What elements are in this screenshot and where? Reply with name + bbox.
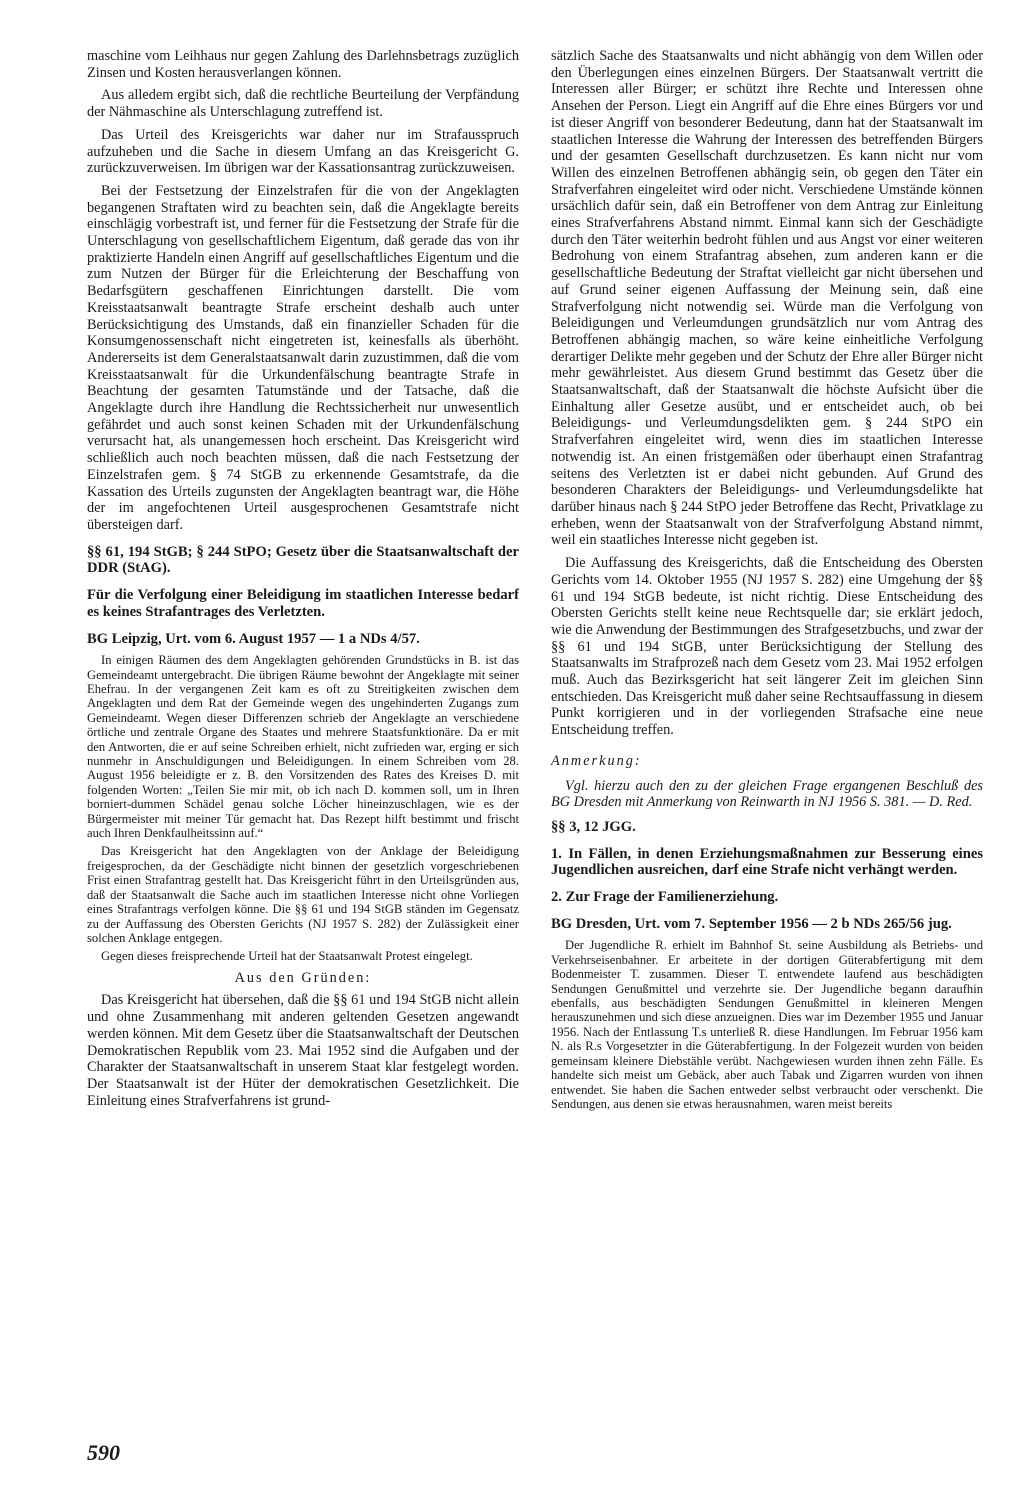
paragraph: maschine vom Leihhaus nur gegen Zahlung des Darlehnsbetrags zuzüglich Zinsen und Kosten herausverlangen können. <box>87 48 519 81</box>
case-heading-principle-2: 2. Zur Frage der Familienerziehung. <box>551 889 779 906</box>
case-heading-principle-1: 1. In Fällen, in denen Erziehungsmaßnahmen zur Besserung eines Jugendlichen ausreichen, darf eine Strafe nicht verhängt werden. <box>551 845 983 879</box>
facts-paragraph: Das Kreisgericht hat den Angeklagten von der Anklage der Beleidigung freigesprochen, da der Geschädigte nicht binnen der gesetzlich vorgeschriebenen Frist einen Strafantrag gestellt hat. Das Kreisgericht führt in den Urteilsgründen aus, daß der Staatsanwalt die Sache auch im staatlichen Interesse nicht ohne Vorliegen eines Strafantrags verfolgen könne. Die §§ 61 und 194 StGB ständen im Gegensatz zu der Auffassung des Obersten Gerichts (NJ 1957 S. 282) der Zulässigkeit einer solchen Anklage entgegen. <box>87 844 519 945</box>
case-heading-statutes: §§ 3, 12 JGG. <box>551 818 636 835</box>
section-title-gruende: Aus den Gründen: <box>234 969 372 986</box>
left-column <box>87 48 519 1115</box>
paragraph: sätzlich Sache des Staatsanwalts und nicht abhängig von dem Willen oder den Überlegungen eines einzelnen Bürgers. Der Staatsanwalt vertritt die Interessen aller Bürger; er schützt ihre Rechte und Interessen ohne Ansehen der Person. Liegt ein Angriff auf die Ehre eines Bürgers vor und ist dieser Angriff von besonderer Bedeutung, dann hat der Staatsanwalt im staatlichen Interesse die Wahrung der Interessen des betreffenden Bürgers und der gesamten Gesellschaft durchzusetzen. Es kann nicht nur vom Willen des einzelnen Betroffenen abhängig sein, ob gegen den Täter ein Strafverfahren eingeleitet wird oder nicht. Verschiedene Umstände können ursächlich dafür sein, daß ein Betroffener von dem Antrag zur Einleitung eines Strafverfahrens Abstand nimmt. Einmal kann sich der Geschädigte durch den Täter weiterhin bedroht fühlen und aus Angst vor einer weiteren Bedrohung von einem Strafantrag absehen, zum anderen kann er die gesellschaftliche Bedeutung der Straftat vielleicht gar nicht übersehen und auf Grund seiner eigenen Auffassung der Meinung sein, daß eine Strafverfolgung nicht notwendig sei. Würde man die Verfolgung von Beleidigungen und Verleumdungen grundsätzlich nur vom Antrag des Betroffenen abhängig machen, so wäre keine einheitliche Verfolgung derartiger Delikte mehr gegeben und der Schutz der Ehre aller Bürger nicht mehr gewährleistet. Aus diesem Grund bestimmt das Gesetz über die Staatsanwaltschaft, daß der Staatsanwalt die höchste Aufsicht über die Einhaltung aller Gesetze ausübt, und er entscheidet auch, ob bei Beleidigungs- und Verleumdungsdelikten gem. § 244 StPO ein Strafverfahren eingeleitet wird, wenn dies im staatlichen Interesse notwendig ist. An einen fristgemäßen oder überhaupt einen Strafantrag seitens des Verletzten ist er dabei nicht gebunden. Auf Grund des besonderen Charakters der Beleidigungs- und Verleumdungsdelikte hat darüber hinaus nach § 244 StPO jeder Betroffene das Recht, Privatklage zu erheben, wenn der Staatsanwalt von der Strafverfolgung Abstand nimmt, weil ein staatliches Interesse nicht gegeben ist. <box>551 48 983 549</box>
paragraph: Bei der Festsetzung der Einzelstrafen für die von der Angeklagten begangenen Straftaten wird zu beachten sein, daß die Angeklagte bereits einschlägig vorbestraft ist, und ferner für die Festsetzung der Strafe für die Unterschlagung von gesellschaftlichem Eigentum, daß gerade das von ihr praktizierte Handeln einen Angriff auf gesellschaftliches Eigentum und die zum Nutzen der Bürger für die Erleichterung der Beschaffung von Bedarfsgütern geschaffenen Einrichtungen darstellt. Die vom Kreisstaatsanwalt beantragte Strafe erscheint deshalb auch unter Berücksichtigung des Umstands, daß ein finanzieller Schaden für die Konsumgenossenschaft nicht eingetreten ist, keinesfalls als überhöht. Andererseits ist dem Generalstaatsanwalt darin zuzustimmen, daß die vom Kreisstaatsanwalt für die Urkundenfälschung beantragte Strafe in Beachtung der gesamten Tatumstände und der Tatsache, daß die Angeklagte durch ihre Handlung die Rechtssicherheit nur unwesentlich gefährdet und auch sonst keinen Schaden mit der Urkundenfälschung verursacht hat, als unangemessen hoch erscheint. Das Kreisgericht wird schließlich auch noch beachten müssen, daß die nach Festsetzung der Einzelstrafen gem. § 74 StGB zu erkennende Gesamtstrafe, da die Kassation des Urteils zugunsten der Angeklagten beantragt war, die Höhe der im angefochtenen Urteil ausgesprochenen Gesamtstrafe nicht übersteigen darf. <box>87 182 519 533</box>
facts-paragraph: Der Jugendliche R. erhielt im Bahnhof St. seine Ausbildung als Betriebs- und Verkehrseisenbahner. Er arbeitete in der dortigen Güterabfertigung mit dem Bodenmeister T. zusammen. Dieser T. entwendete laufend aus beschädigten Sendungen Genußmittel und verzehrte sie. Der Jugendliche begann daraufhin ebenfalls, aus beschädigten Sendungen Genußmittel in kleineren Mengen herauszunehmen und sich diese anzueignen. Dies war im Dezember 1955 und Januar 1956. Nach der Entlassung T.s unterließ R. diese Handlungen. Im Februar 1956 kam N. als R.s Vorgesetzter in die Güterabfertigung. In der Folgezeit wurden von beiden gemeinsam kleinere Diebstähle verübt. Nachgewiesen wurden ihnen zehn Fälle. Es handelte sich meist um Gebäck, aber auch Tabak und Zigarren wurden von ihnen entwendet. Sie haben die Sachen entweder selbst verbraucht oder verschenkt. Die Sendungen, aus denen sie etwas herausnahmen, waren meist bereits <box>551 938 983 1111</box>
case-heading-court: BG Leipzig, Urt. vom 6. August 1957 — 1 a NDs 4/57. <box>87 630 420 647</box>
annotation-text: Vgl. hierzu auch den zu der gleichen Frage ergangenen Beschluß des BG Dresden mit Anmerkung von Reinwarth in NJ 1956 S. 381. — D. Red. <box>551 777 983 811</box>
right-column <box>551 48 983 1115</box>
paragraph: Das Urteil des Kreisgerichts war daher nur im Strafausspruch aufzuheben und die Sache in diesem Umfang an das Kreisgericht G. zurückzuverweisen. Im übrigen war der Kassationsantrag zurückzuweisen. <box>87 126 519 177</box>
facts-paragraph: Gegen dieses freisprechende Urteil hat der Staatsanwalt Protest eingelegt. <box>101 949 473 964</box>
paragraph: Die Auffassung des Kreisgerichts, daß die Entscheidung des Obersten Gerichts vom 14. Oktober 1955 (NJ 1957 S. 282) eine Umgehung der §§ 61 und 194 StGB bedeute, ist nicht richtig. Diese Entscheidung des Obersten Gerichts stellt keine neue Rechtsquelle dar; sie erklärt jedoch, wie die Anwendung der Bestimmungen des Strafgesetzbuchs, und zwar der §§ 61 und 194 StGB, unter Berücksichtigung der Stellung des Staatsanwalts im Strafprozeß nach dem Gesetz vom 23. Mai 1952 erfolgen muß. Auch das Bezirksgericht hat seit längerer Zeit im gleichen Sinn entschieden. Das Kreisgericht muß daher seine Rechtsauffassung in diesem Punkt korrigieren und in der vorliegenden Strafsache eine neue Entscheidung treffen. <box>551 555 983 739</box>
annotation-label: Anmerkung: <box>551 752 642 769</box>
paragraph: Aus alledem ergibt sich, daß die rechtliche Beurteilung der Verpfändung der Nähmaschine als Unterschlagung zutreffend ist. <box>87 87 519 121</box>
case-heading-principle: Für die Verfolgung einer Beleidigung im staatlichen Interesse bedarf es keines Strafantrages des Verletzten. <box>87 587 519 620</box>
facts-paragraph: In einigen Räumen des dem Angeklagten gehörenden Grundstücks in B. ist das Gemeindeamt untergebracht. Die übrigen Räume bewohnt der Angeklagte mit seiner Ehefrau. In der vergangenen Zeit kam es oft zu Streitigkeiten zwischen dem Angeklagten und dem Rat der Gemeinde wegen des ungehinderten Zugangs zum Gemeindeamt. Wegen dieser Differenzen schrieb der Angeklagte an verschiedene örtliche und zentrale Organe des Staates und mehrere Staatsfunktionäre. Da er mit den Antworten, die er auf seine Schreiben erhielt, nicht zufrieden war, erging er sich nunmehr in Anschuldigungen und Beleidigungen. In einem Schreiben vom 28. August 1956 beleidigte er z. B. den Vorsitzenden des Rates des Kreises D. mit folgenden Worten: „Teilen Sie mir mit, ob ich nach D. kommen soll, um in Ihren borniert-dummen Schädel genau solche Löcher hineinzuschlagen, wie es der Bürgermeister mit meiner Tür gemacht hat. Das Rezept hilft bestimmt und frischt auch Ihren Denkfaulheitssinn auf.“ <box>87 653 519 841</box>
case-heading-statutes: §§ 61, 194 StGB; § 244 StPO; Gesetz über die Staatsanwaltschaft der DDR (StAG). <box>87 543 519 577</box>
paragraph: Das Kreisgericht hat übersehen, daß die §§ 61 und 194 StGB nicht allein und ohne Zusammenhang mit anderen geltenden Gesetzen angewandt werden können. Mit dem Gesetz über die Staatsanwaltschaft der Deutschen Demokratischen Republik vom 23. Mai 1952 sind die Aufgaben und der Charakter der Staatsanwaltschaft in unserem Staat klar festgelegt worden. Der Staatsanwalt ist der Hüter der demokratischen Gesetzlichkeit. Die Einleitung eines Strafverfahrens ist grund- <box>87 992 519 1109</box>
page-number: 590 <box>87 1440 120 1465</box>
case-heading-court: BG Dresden, Urt. vom 7. September 1956 — 2 b NDs 265/56 jug. <box>551 915 952 932</box>
